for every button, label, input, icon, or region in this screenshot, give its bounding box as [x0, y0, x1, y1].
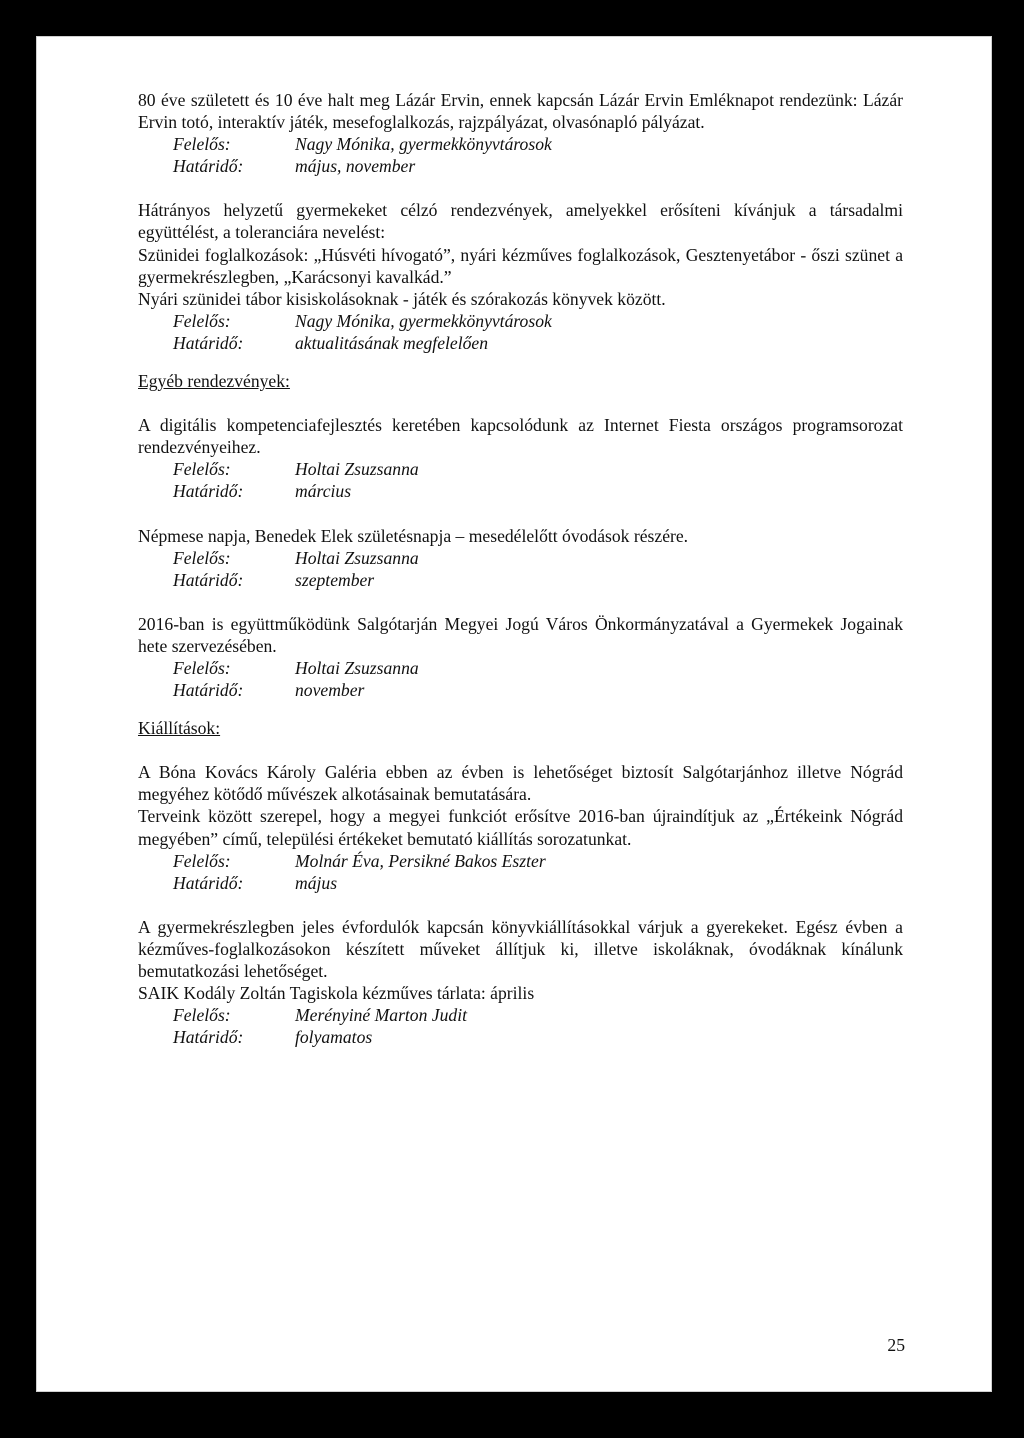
deadline-value: május	[295, 872, 338, 893]
internet-fiesta-paragraph: A digitális kompetenciafejlesztés keretében kapcsolódunk az Internet Fiesta országos programsorozat rendezvényeihez.	[138, 415, 903, 458]
responsible-label: Felelős:	[173, 310, 231, 331]
section-heading-other-events: Egyéb rendezvények:	[138, 371, 290, 392]
responsible-row	[138, 310, 903, 332]
lazar-ervin-paragraph: 80 éve született és 10 éve halt meg Lázár Ervin, ennek kapcsán Lázár Ervin Emléknapot rendezünk: Lázár Ervin totó, interaktív játék, mesefoglalkozás, rajzpályázat, olvasónapló pályázat.	[138, 90, 903, 133]
page-number: 25	[887, 1335, 905, 1355]
responsible-value: Holtai Zsuzsanna	[295, 657, 419, 678]
responsible-label: Felelős:	[173, 459, 231, 480]
spacer	[138, 739, 903, 761]
responsible-row	[138, 657, 903, 679]
disadvantaged-children-paragraph: Hátrányos helyzetű gyermekeket célzó rendezvények, amelyekkel erősíteni kívánjuk a társadalmi együttélést, a toleranciára nevelést:	[138, 200, 903, 243]
school-crafts-paragraph: SAIK Kodály Zoltán Tagiskola kézműves tárlata: április	[138, 983, 535, 1004]
deadline-label: Határidő:	[173, 680, 244, 701]
document-page	[36, 36, 992, 1392]
spacer	[138, 177, 903, 199]
deadline-label: Határidő:	[173, 481, 244, 502]
deadline-label: Határidő:	[173, 332, 244, 353]
spacer	[138, 591, 903, 613]
responsible-label: Felelős:	[173, 134, 231, 155]
responsible-label: Felelős:	[173, 657, 231, 678]
deadline-row	[138, 332, 903, 354]
values-exhibition-paragraph: Terveink között szerepel, hogy a megyei funkciót erősítve 2016-ban újraindítjuk az „Értékeink Nógrád megyében” című, települési értékeket bemutató kiállítás sorozatunkat.	[138, 806, 903, 849]
responsible-value: Nagy Mónika, gyermekkönyvtárosok	[295, 134, 552, 155]
section-heading-exhibitions: Kiállítások:	[138, 718, 221, 739]
spacer	[138, 894, 903, 916]
deadline-value: aktualitásának megfelelően	[295, 332, 488, 353]
deadline-row	[138, 679, 903, 701]
responsible-value: Merényiné Marton Judit	[295, 1005, 467, 1026]
spacer	[138, 701, 903, 717]
spacer	[138, 503, 903, 525]
responsible-value: Molnár Éva, Persikné Bakos Eszter	[295, 850, 546, 871]
summer-camp-paragraph: Nyári szünidei tábor kisiskolásoknak - játék és szórakozás könyvek között.	[138, 288, 666, 309]
deadline-label: Határidő:	[173, 569, 244, 590]
spacer	[138, 392, 903, 414]
holiday-activities-paragraph: Szünidei foglalkozások: „Húsvéti hívogató”, nyári kézműves foglalkozások, Gesztenyetábor - őszi szünet a gyermekrészlegben, „Karácsonyi kavalkád.”	[138, 244, 903, 287]
deadline-value: folyamatos	[295, 1027, 373, 1048]
deadline-value: november	[295, 680, 365, 701]
responsible-row	[138, 1004, 903, 1026]
gallery-paragraph: A Bóna Kovács Károly Galéria ebben az évben is lehetőséget biztosít Salgótarjánhoz illetve Nógrád megyéhez kötődő művészek alkotásainak bemutatására.	[138, 762, 903, 805]
childrens-rights-week-paragraph: 2016-ban is együttműködünk Salgótarján Megyei Jogú Város Önkormányzatával a Gyermekek Jogainak hete szervezésében.	[138, 613, 903, 656]
deadline-row	[138, 155, 903, 177]
deadline-label: Határidő:	[173, 872, 244, 893]
responsible-label: Felelős:	[173, 1005, 231, 1026]
deadline-row	[138, 872, 903, 894]
book-exhibitions-paragraph: A gyermekrészlegben jeles évfordulók kapcsán könyvkiállításokkal várjuk a gyerekeket. Egész évben a kézműves-foglalkozásokon készített műveket állítjuk ki, illetve iskoláknak, óvodáknak kínálunk bemutatkozási lehetőséget.	[138, 916, 903, 981]
deadline-value: szeptember	[295, 569, 375, 590]
responsible-row	[138, 458, 903, 480]
deadline-label: Határidő:	[173, 156, 244, 177]
deadline-row	[138, 1026, 903, 1048]
deadline-value: március	[295, 481, 352, 502]
page-content	[138, 89, 903, 1048]
responsible-value: Nagy Mónika, gyermekkönyvtárosok	[295, 310, 552, 331]
spacer	[138, 354, 903, 370]
responsible-label: Felelős:	[173, 547, 231, 568]
responsible-row	[138, 850, 903, 872]
deadline-label: Határidő:	[173, 1027, 244, 1048]
responsible-row	[138, 547, 903, 569]
responsible-row	[138, 133, 903, 155]
deadline-row	[138, 480, 903, 502]
responsible-value: Holtai Zsuzsanna	[295, 547, 419, 568]
responsible-value: Holtai Zsuzsanna	[295, 459, 419, 480]
responsible-label: Felelős:	[173, 850, 231, 871]
folk-tale-day-paragraph: Népmese napja, Benedek Elek születésnapja – mesedélelőtt óvodások részére.	[138, 525, 689, 546]
deadline-value: május, november	[295, 156, 416, 177]
deadline-row	[138, 569, 903, 591]
